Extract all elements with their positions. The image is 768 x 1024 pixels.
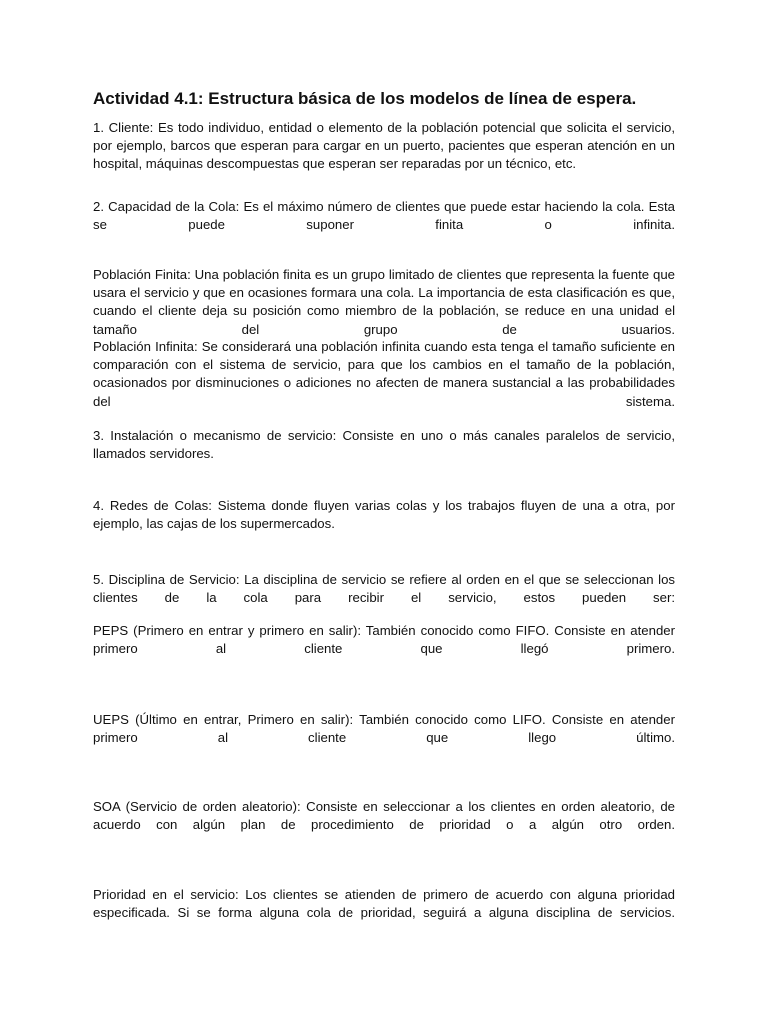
paragraph-disciplina-servicio: 5. Disciplina de Servicio: La disciplina de servicio se refiere al orden en el que se seleccionan los clientes de la cola para recibir el servicio, estos pueden ser: (93, 572, 675, 606)
paragraph-poblacion-infinita: Población Infinita: Se considerará una población infinita cuando esta tenga el tamaño suficiente en comparación con el sistema de servicio, para que los cambios en el tamaño de la población, ocasionados por disminuciones o adiciones no afecten de manera sustancial a las probabilidades del sistema. (93, 339, 675, 409)
paragraph-ueps: UEPS (Último en entrar, Primero en salir): También conocido como LIFO. Consiste en atender primero al cliente que llego último. (93, 712, 675, 746)
document-title: Actividad 4.1: Estructura básica de los modelos de línea de espera. (93, 89, 637, 108)
paragraph-soa: SOA (Servicio de orden aleatorio): Consiste en seleccionar a los clientes en orden aleatorio, de acuerdo con algún plan de procedimiento de prioridad o a algún otro orden. (93, 799, 675, 833)
paragraph-redes-colas: 4. Redes de Colas: Sistema donde fluyen varias colas y los trabajos fluyen de una a otra, por ejemplo, las cajas de los supermercados. (93, 498, 675, 532)
paragraph-peps: PEPS (Primero en entrar y primero en salir): También conocido como FIFO. Consiste en atender primero al cliente que llegó primero. (93, 623, 675, 657)
paragraph-instalacion-servicio: 3. Instalación o mecanismo de servicio: Consiste en uno o más canales paralelos de servicio, llamados servidores. (93, 428, 675, 462)
paragraph-cliente: 1. Cliente: Es todo individuo, entidad o elemento de la población potencial que solicita el servicio, por ejemplo, barcos que esperan para cargar en un puerto, pacientes que esperan atención en un hospital, máquinas descompuestas que esperan ser reparadas por un técnico, etc. (93, 120, 675, 172)
paragraph-poblacion-finita: Población Finita: Una población finita es un grupo limitado de clientes que representa la fuente que usara el servicio y que en ocasiones formara una cola. La importancia de esta clasificación es que, cuando el cliente deja su posición como miembro de la población, se reduce en una unidad el tamaño del grupo de usuarios. (93, 267, 675, 337)
paragraph-capacidad-cola: 2. Capacidad de la Cola: Es el máximo número de clientes que puede estar haciendo la cola. Esta se puede suponer finita o infinita. (93, 199, 675, 233)
paragraph-prioridad-servicio: Prioridad en el servicio: Los clientes se atienden de primero de acuerdo con alguna prioridad especificada. Si se forma alguna cola de prioridad, seguirá a alguna disciplina de servicios. (93, 887, 675, 921)
